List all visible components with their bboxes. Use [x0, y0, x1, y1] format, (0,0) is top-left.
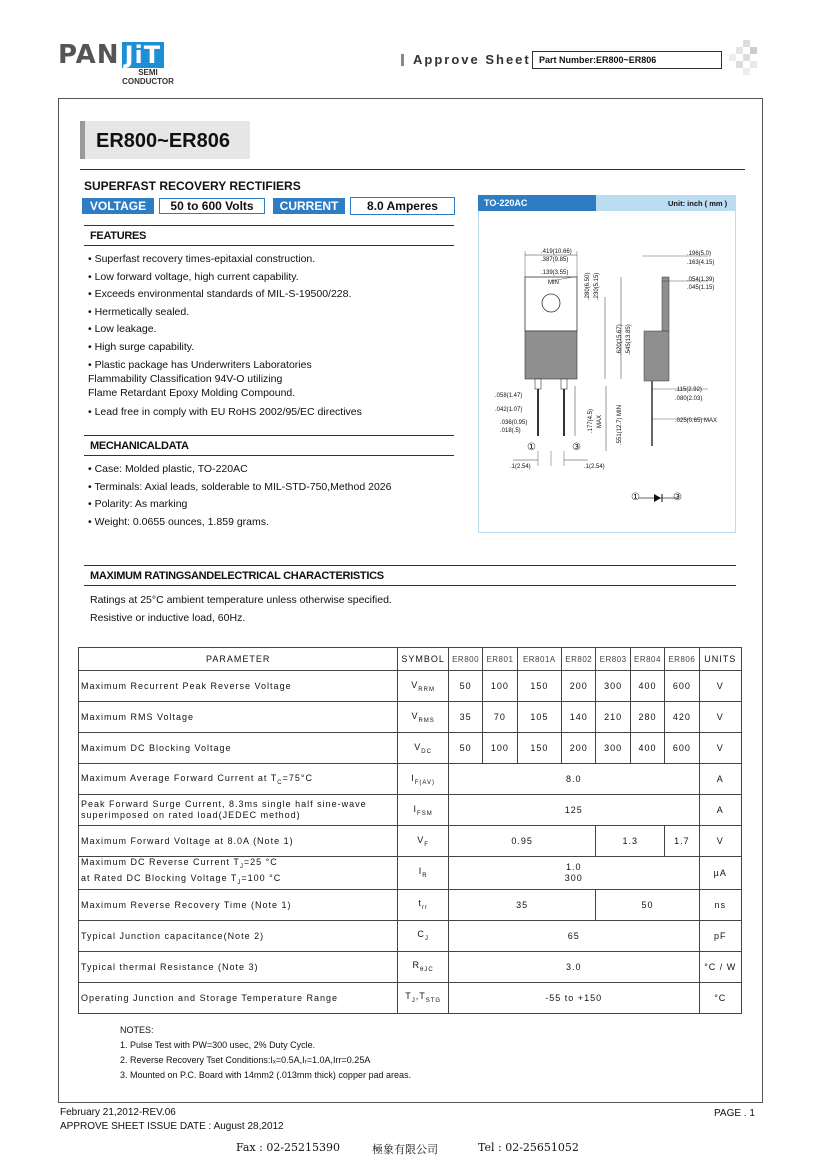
dim-label: .080(2.03): [675, 396, 703, 402]
value-cell: 200: [562, 671, 596, 702]
value-cell: 50: [596, 889, 699, 920]
issue-date: APPROVE SHEET ISSUE DATE : August 28,2012: [60, 1121, 284, 1132]
package-drawing: [478, 211, 736, 531]
dim-label: MIN: [548, 280, 559, 286]
value-cell: 280: [630, 702, 664, 733]
feature-item: Flammability Classification 94V-O utilizing: [88, 373, 283, 385]
mechanical-item: • Case: Molded plastic, TO-220AC: [88, 463, 248, 475]
ratings-line2: Resistive or inductive load, 60Hz.: [90, 612, 246, 624]
dim-label: .139(3.55): [541, 270, 569, 276]
tel-number: Tel : 02-25651052: [478, 1141, 579, 1154]
ratings-bottom-rule: [84, 585, 736, 586]
header-cell: ER800: [448, 648, 482, 671]
symbol-cell: $T_J,T_{STG}$: [398, 982, 449, 1013]
features-top-rule: [84, 225, 454, 226]
package-name: TO-220AC: [478, 195, 596, 211]
table-row: [79, 951, 742, 982]
dim-label: .1(2.54): [510, 464, 531, 470]
value-cell: 1.3: [596, 826, 665, 857]
dim-label: .551(12.7) MIN: [617, 404, 623, 445]
value-cell: 400: [630, 671, 664, 702]
note-item: 1. Pulse Test with PW=300 usec, 2% Duty Cycle.: [120, 1040, 316, 1050]
header-cell: ER801: [483, 648, 517, 671]
ratings-top-rule: [84, 565, 736, 566]
value-cell: 0.95: [448, 826, 596, 857]
param-cell: Operating Junction and Storage Temperature Range: [79, 982, 398, 1013]
value-cell: 600: [665, 733, 699, 764]
param-cell: Peak Forward Surge Current, 8.3ms single half sine-wave superimposed on rated load(JEDEC method): [79, 795, 398, 826]
value-cell: 35: [448, 702, 482, 733]
param-cell: Maximum Recurrent Peak Reverse Voltage: [79, 671, 398, 702]
approve-marker: [401, 54, 404, 66]
param-cell: Maximum RMS Voltage: [79, 702, 398, 733]
logo-sub-semi: SEMI: [138, 68, 158, 77]
value-cell: -55 to +150: [448, 982, 699, 1013]
value-cell: 300: [596, 671, 630, 702]
value-cell: 1.0 300: [448, 857, 699, 890]
table-row: [79, 795, 742, 826]
symbol-cell: $I_{FSM}$: [398, 795, 449, 826]
header-cell: ER803: [596, 648, 630, 671]
value-cell: 8.0: [448, 764, 699, 795]
current-badge: CURRENT: [273, 198, 345, 214]
symbol-cell: $V_{RRM}$: [398, 671, 449, 702]
header-cell: ER802: [562, 648, 596, 671]
pin1-label: ①: [527, 442, 536, 453]
page-title: ER800~ER806: [96, 130, 230, 152]
unit-cell: pF: [699, 920, 741, 951]
symbol-cell: $I_R$: [398, 857, 449, 890]
value-cell: 50: [448, 733, 482, 764]
unit-cell: V: [699, 733, 741, 764]
value-cell: 125: [448, 795, 699, 826]
dim-label: MAX: [597, 414, 603, 428]
dim-label: .042(1.07): [495, 407, 523, 413]
feature-item: • Plastic package has Underwriters Laboratories: [88, 359, 312, 371]
feature-item: Flame Retardant Epoxy Molding Compound.: [88, 387, 296, 399]
param-cell: Typical thermal Resistance (Note 3): [79, 951, 398, 982]
voltage-badge: VOLTAGE: [82, 198, 154, 214]
unit-cell: ns: [699, 889, 741, 920]
value-cell: 3.0: [448, 951, 699, 982]
features-heading: FEATURES: [90, 230, 147, 242]
header-cell: ER801A: [517, 648, 561, 671]
company-name: 極象有限公司: [372, 1143, 438, 1156]
value-cell: 210: [596, 702, 630, 733]
feature-item: • Low forward voltage, high current capability.: [88, 270, 299, 283]
note-item: 2. Reverse Recovery Tset Conditions:Iₓ=0.5A,Iᵣ=1.0A,Irr=0.25A: [120, 1055, 371, 1065]
value-cell: 65: [448, 920, 699, 951]
value-cell: 140: [562, 702, 596, 733]
value-cell: 1.7: [665, 826, 699, 857]
checker-pattern: [725, 40, 763, 80]
feature-item: • Lead free in comply with EU RoHS 2002/95/EC directives: [88, 406, 362, 418]
unit-cell: °C: [699, 982, 741, 1013]
mechanical-item: • Terminals: Axial leads, solderable to MIL-STD-750,Method 2026: [88, 480, 392, 493]
dim-label: .163(4.15): [687, 260, 715, 266]
dim-label: .177(4.5): [588, 408, 594, 433]
value-cell: 420: [665, 702, 699, 733]
dim-label: .115(2.92): [675, 387, 702, 393]
value-cell: 600: [665, 671, 699, 702]
value-cell: 100: [483, 671, 517, 702]
dim-label: .054(1.39): [687, 277, 715, 283]
value-cell: 105: [517, 702, 561, 733]
mechanical-bottom-rule: [84, 455, 454, 456]
table-row: [79, 764, 742, 795]
param-cell: Maximum DC Blocking Voltage: [79, 733, 398, 764]
ratings-heading: MAXIMUM RATINGSANDELECTRICAL CHARACTERISTICS: [90, 570, 384, 582]
header-cell: SYMBOL: [398, 648, 449, 671]
mechanical-item: • Polarity: As marking: [88, 498, 188, 510]
value-cell: 150: [517, 671, 561, 702]
spec-table: [78, 647, 742, 1014]
dim-label: .545(13.85): [626, 324, 632, 355]
symbol-cell: $C_J$: [398, 920, 449, 951]
header-cell: PARAMETER: [79, 648, 398, 671]
param-cell: Typical Junction capacitance(Note 2): [79, 920, 398, 951]
voltage-value: 50 to 600 Volts: [159, 198, 265, 214]
features-bottom-rule: [84, 245, 454, 246]
value-cell: 50: [448, 671, 482, 702]
unit-cell: A: [699, 795, 741, 826]
logo-jit: JiT: [122, 42, 165, 68]
symbol-cell: $V_F$: [398, 826, 449, 857]
dim-label: .419(10.66): [541, 249, 572, 255]
table-row: [79, 671, 742, 702]
feature-item: • Low leakage.: [88, 323, 157, 335]
ratings-line1: Ratings at 25°C ambient temperature unless otherwise specified.: [90, 594, 392, 606]
approve-sheet-label: Approve Sheet: [413, 52, 531, 67]
value-cell: 400: [630, 733, 664, 764]
notes: [120, 1023, 411, 1083]
dim-label: .1(2.54): [584, 464, 605, 470]
value-cell: 150: [517, 733, 561, 764]
table-header-row: [79, 648, 742, 671]
notes-heading: NOTES:: [120, 1025, 154, 1035]
value-cell: 300: [596, 733, 630, 764]
table-row: [79, 982, 742, 1013]
title-rule: [80, 169, 745, 170]
dim-label: .280(6.50): [585, 272, 591, 300]
symbol-cell: $V_{DC}$: [398, 733, 449, 764]
value-cell: 100: [483, 733, 517, 764]
header-cell: ER806: [665, 648, 699, 671]
dim-label: .045(1.15): [687, 285, 715, 291]
feature-item: • High surge capability.: [88, 340, 195, 353]
unit-cell: V: [699, 671, 741, 702]
mechanical-top-rule: [84, 435, 454, 436]
logo-subtitle: [118, 68, 178, 86]
mechanical-item: • Weight: 0.0655 ounces, 1.859 grams.: [88, 515, 269, 528]
diode-pin3-label: ③: [673, 492, 682, 503]
features-list: [88, 251, 468, 422]
param-cell: Maximum DC Reverse Current $T_J=25$ °C at Rated DC Blocking Voltage $T_J=100$ °C: [79, 857, 398, 890]
dim-label: .620(15.67): [617, 324, 623, 355]
symbol-cell: $R_{\theta JC}$: [398, 951, 449, 982]
diode-pin1-label: ①: [631, 492, 640, 503]
logo-sub-conductor: CONDUCTOR: [122, 77, 174, 86]
dim-label: .230(5.15): [594, 272, 600, 300]
feature-item: • Exceeds environmental standards of MIL-S-19500/228.: [88, 288, 352, 300]
logo: [58, 40, 164, 70]
table-row: [79, 889, 742, 920]
unit-cell: A: [699, 764, 741, 795]
part-number-box: Part Number:ER800~ER806: [532, 51, 722, 69]
unit-cell: V: [699, 702, 741, 733]
feature-item: • Superfast recovery times-epitaxial construction.: [88, 253, 316, 265]
dim-label: .196(5.0): [687, 251, 712, 257]
logo-pan: PAN: [58, 40, 120, 70]
current-value: 8.0 Amperes: [350, 197, 455, 215]
dim-label: .025(0.65) MAX: [675, 418, 718, 424]
package-unit: Unit: inch ( mm ): [668, 199, 728, 208]
unit-cell: V: [699, 826, 741, 857]
value-cell: 35: [448, 889, 596, 920]
feature-item: • Hermetically sealed.: [88, 305, 190, 318]
table-row: [79, 920, 742, 951]
mechanical-list: [88, 461, 468, 531]
product-subtitle: SUPERFAST RECOVERY RECTIFIERS: [84, 179, 301, 193]
symbol-cell: $V_{RMS}$: [398, 702, 449, 733]
symbol-cell: $I_{F(AV)}$: [398, 764, 449, 795]
unit-cell: µA: [699, 857, 741, 890]
value-cell: 70: [483, 702, 517, 733]
page-number: PAGE . 1: [714, 1108, 755, 1119]
dim-label: .387(9.85): [541, 257, 569, 263]
table-row: [79, 857, 742, 890]
header-cell: ER804: [630, 648, 664, 671]
dim-label: .018(.5): [500, 428, 521, 434]
param-cell: Maximum Reverse Recovery Time (Note 1): [79, 889, 398, 920]
note-item: 3. Mounted on P.C. Board with 14mm2 (.013mm thick) copper pad areas.: [120, 1070, 411, 1080]
pin3-label: ③: [572, 442, 581, 453]
table-row: [79, 826, 742, 857]
param-cell: Maximum Average Forward Current at $T_C=75^\circ C$: [79, 764, 398, 795]
dim-label: .058(1.47): [495, 393, 523, 399]
symbol-cell: $t_{rr}$: [398, 889, 449, 920]
param-cell: Maximum Forward Voltage at 8.0A (Note 1): [79, 826, 398, 857]
revision-date: February 21,2012-REV.06: [60, 1107, 176, 1118]
table-row: [79, 733, 742, 764]
unit-cell: °C / W: [699, 951, 741, 982]
table-row: [79, 702, 742, 733]
header-cell: UNITS: [699, 648, 741, 671]
dim-label: .036(0.95): [500, 420, 528, 426]
value-cell: 200: [562, 733, 596, 764]
mechanical-heading: MECHANICALDATA: [90, 440, 189, 452]
fax-number: Fax : 02-25215390: [236, 1141, 341, 1154]
